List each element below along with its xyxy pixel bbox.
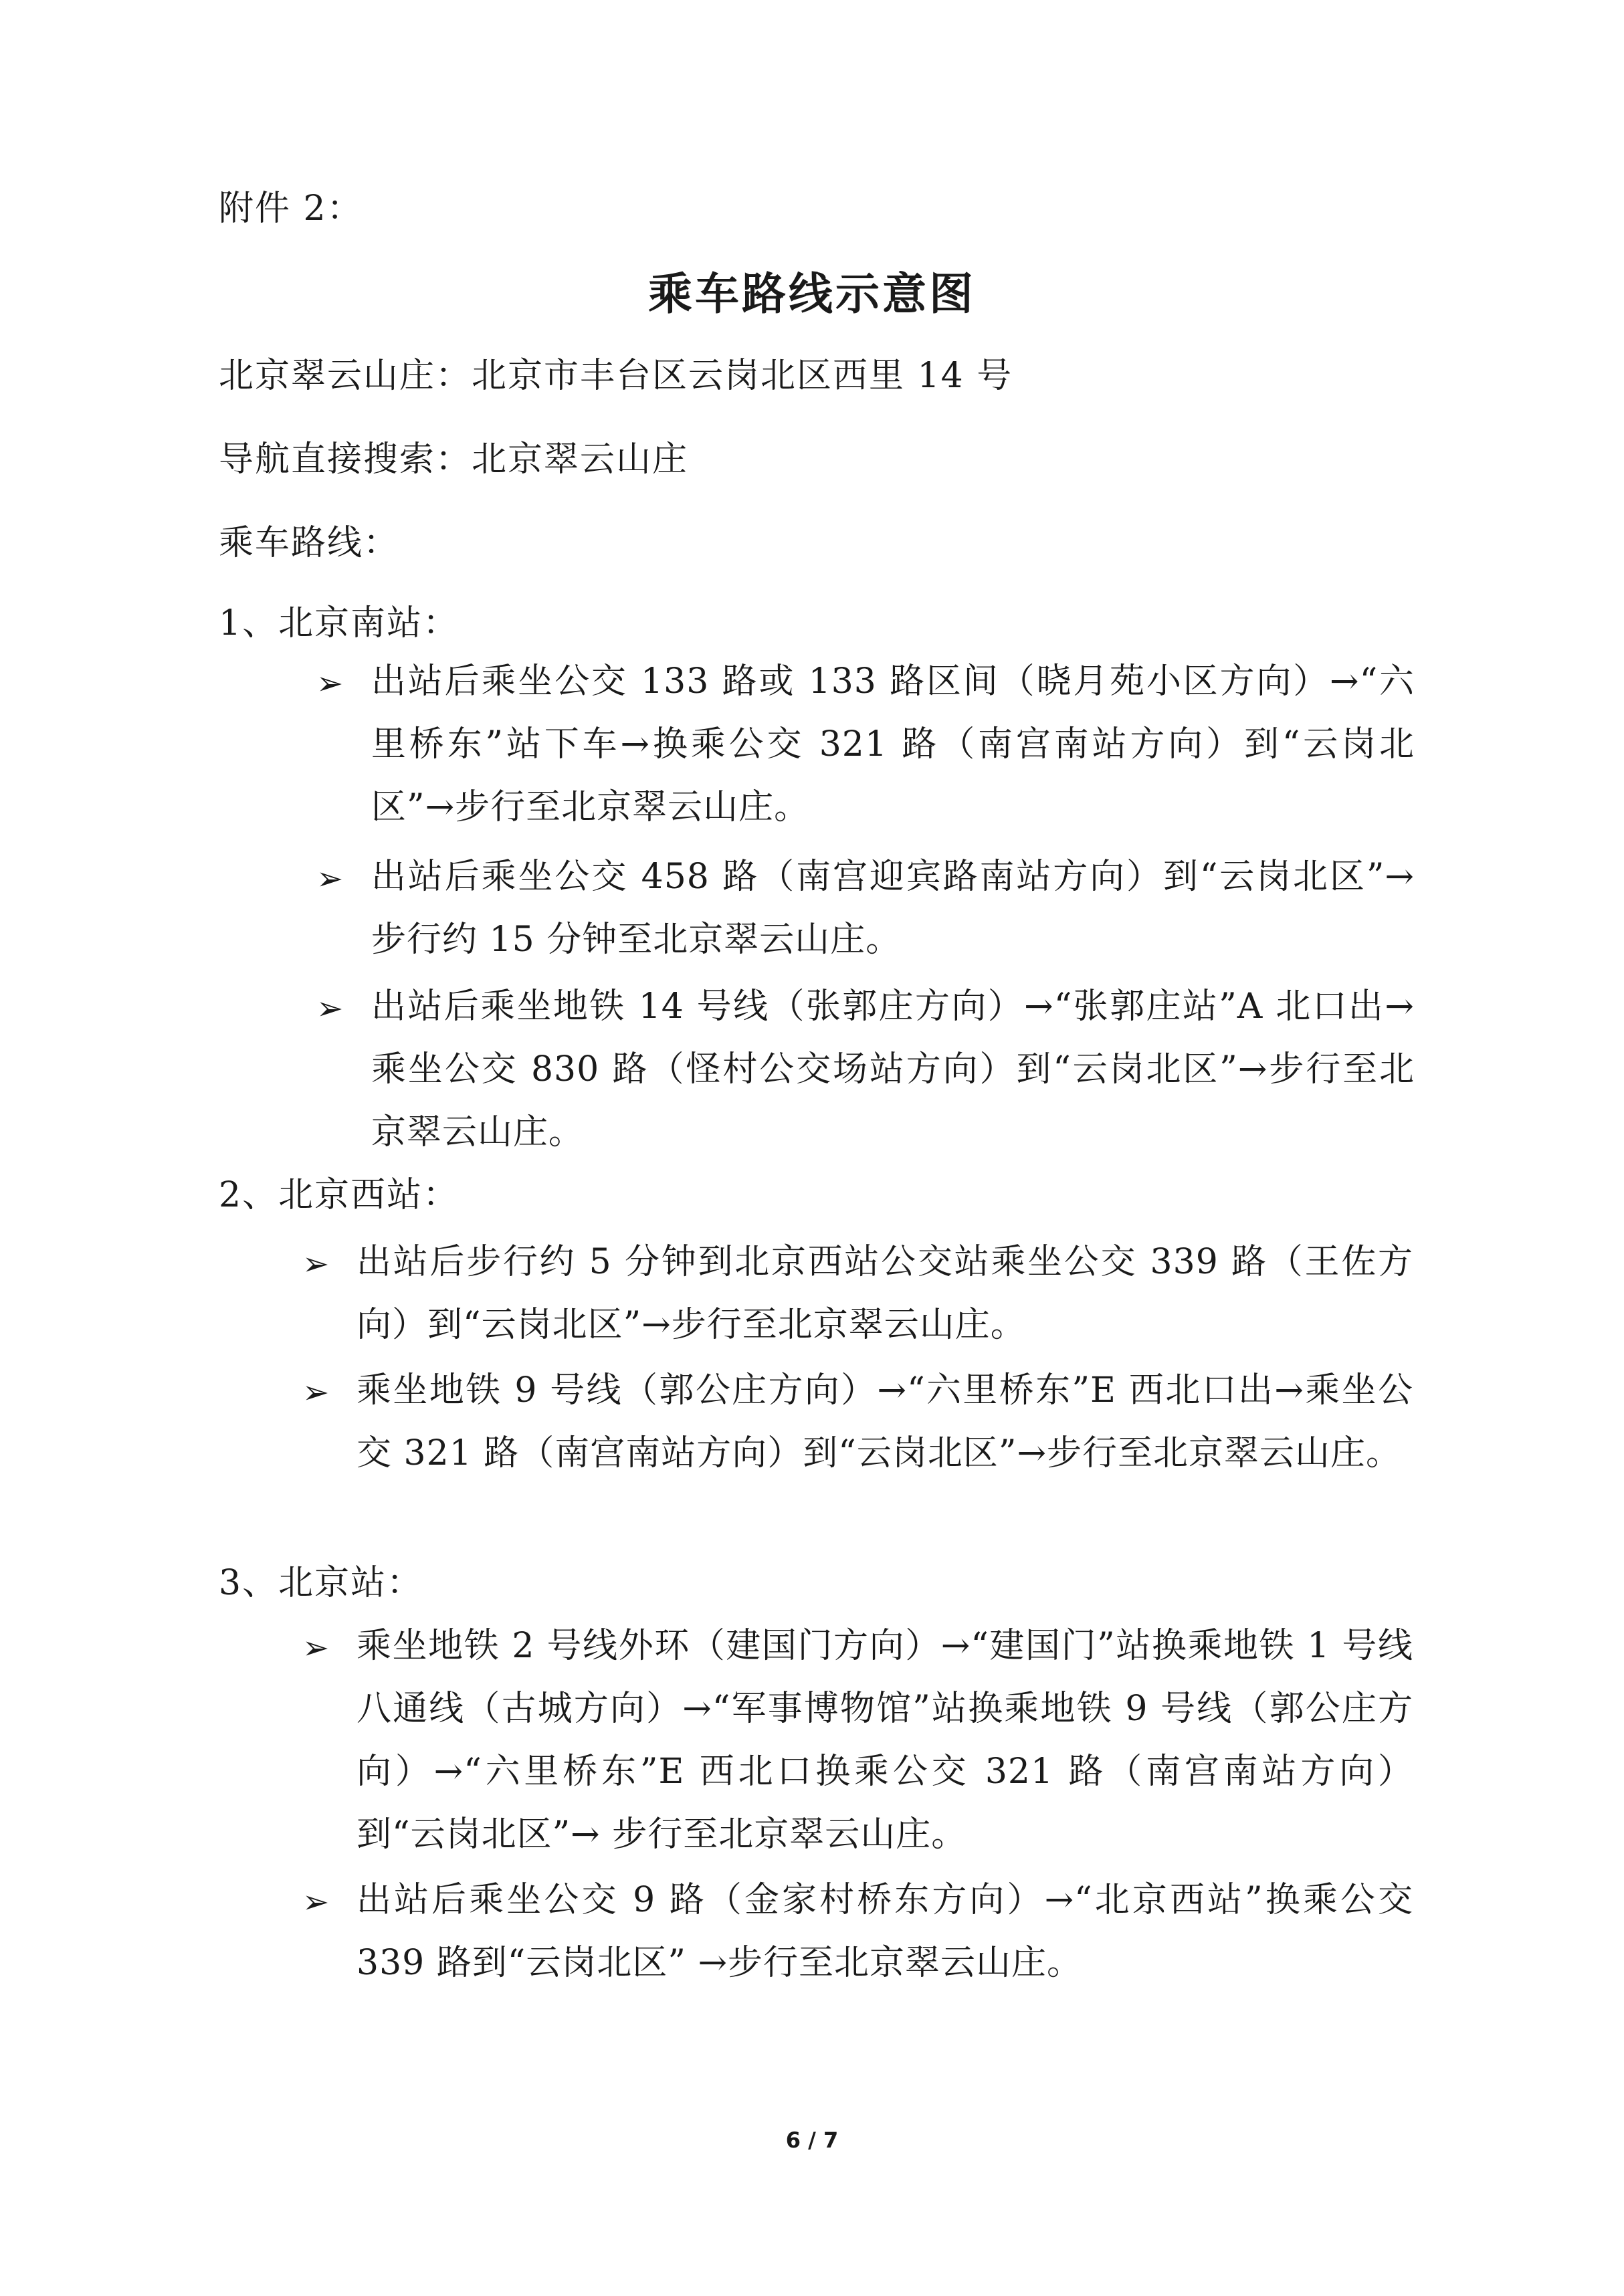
bullet-arrow-icon: ➢ — [302, 1883, 330, 1921]
route-item: 出站后步行约 5 分钟到北京西站公交站乘坐公交 339 路（王佐方向）到“云岗北区”→步行至北京翠云山庄。 — [357, 1242, 1413, 1345]
section-heading-beijing-station: 3、北京站： — [219, 1563, 423, 1603]
route-item: 出站后乘坐地铁 14 号线（张郭庄方向）→“张郭庄站”A 北口出→乘坐公交 830 路（怪村公交场站方向）到“云岗北区”→步行至北京翠云山庄。 — [371, 986, 1415, 1152]
navigation-search-hint: 导航直接搜索：北京翠云山庄 — [219, 439, 689, 480]
section-heading-beijing-south: 1、北京南站： — [219, 603, 460, 643]
page-number: 6 / 7 — [785, 2127, 839, 2153]
bullet-arrow-icon: ➢ — [302, 1629, 330, 1667]
section-heading-beijing-west: 2、北京西站： — [219, 1175, 460, 1215]
bullet-arrow-icon: ➢ — [302, 1245, 330, 1283]
bullet-arrow-icon: ➢ — [302, 1374, 330, 1411]
bullet-arrow-icon: ➢ — [316, 665, 344, 702]
route-item: 出站后乘坐公交 9 路（金家村桥东方向）→“北京西站”换乘公交 339 路到“云岗北区” →步行至北京翠云山庄。 — [357, 1880, 1413, 1983]
routes-label: 乘车路线： — [219, 523, 400, 563]
bullet-arrow-icon: ➢ — [316, 990, 344, 1027]
venue-address: 北京翠云山庄：北京市丰台区云岗北区西里 14 号 — [219, 356, 1013, 396]
route-item: 出站后乘坐公交 133 路或 133 路区间（晓月苑小区方向）→“六里桥东”站下车→换乘公交 321 路（南宫南站方向）到“云岗北区”→步行至北京翠云山庄。 — [371, 661, 1415, 827]
bullet-arrow-icon: ➢ — [316, 860, 344, 898]
route-item: 乘坐地铁 9 号线（郭公庄方向）→“六里桥东”E 西北口出→乘坐公交 321 路（南宫南站方向）到“云岗北区”→步行至北京翠云山庄。 — [357, 1370, 1413, 1473]
route-item: 出站后乘坐公交 458 路（南宫迎宾路南站方向）到“云岗北区”→步行约 15 分钟至北京翠云山庄。 — [371, 857, 1415, 960]
attachment-label: 附件 2： — [219, 189, 363, 229]
page-title: 乘车路线示意图 — [648, 268, 976, 320]
route-item: 乘坐地铁 2 号线外环（建国门方向）→“建国门”站换乘地铁 1 号线八通线（古城方向）→“军事博物馆”站换乘地铁 9 号线（郭公庄方向）→“六里桥东”E 西北口换乘公交 321 路（南宫南站方向）到“云岗北区”→ 步行至北京翠云山庄。 — [357, 1626, 1413, 1855]
